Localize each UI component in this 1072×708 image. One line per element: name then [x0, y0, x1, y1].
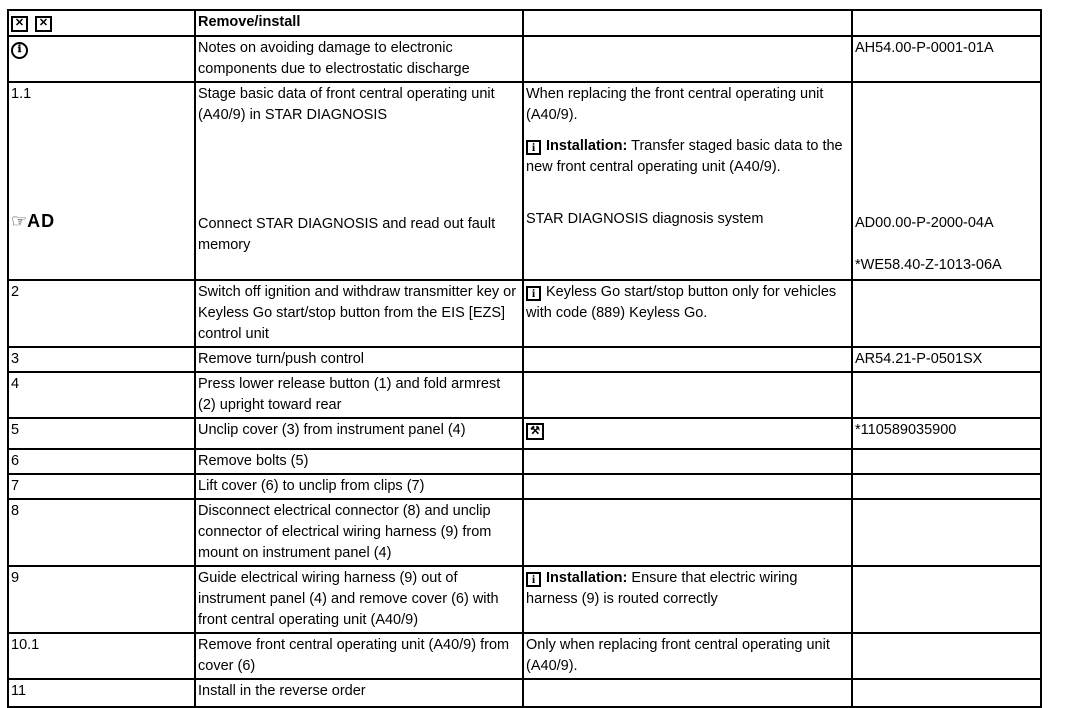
- step-number: 6: [8, 449, 195, 474]
- header-col4: [852, 10, 1041, 36]
- step-row-10-1: [8, 633, 1041, 679]
- esd-ref: AH54.00-P-0001-01A: [852, 36, 1041, 82]
- step-row-7: [8, 474, 1041, 499]
- special-tool-icon: ⚒: [526, 423, 544, 440]
- esd-row: [8, 36, 1041, 82]
- step-row-5: [8, 418, 1041, 449]
- step-number: 8: [8, 499, 195, 566]
- step-text: Press lower release button (1) and fold armrest (2) upright toward rear: [195, 372, 523, 418]
- step-number: 4: [8, 372, 195, 418]
- header-title: Remove/install: [195, 10, 523, 36]
- step-number: 11: [8, 679, 195, 707]
- step-row-4: [8, 372, 1041, 418]
- step-text: Unclip cover (3) from instrument panel (4): [195, 418, 523, 449]
- pointing-hand-icon: ☞: [11, 211, 28, 231]
- remove-icon: ✕: [11, 16, 28, 32]
- step-number: 1.1: [11, 86, 32, 102]
- step-note: Ensure that electric wiring harness (9) is routed correctly: [526, 570, 798, 607]
- step-row-3: [8, 347, 1041, 372]
- ad-text: Connect STAR DIAGNOSIS and read out fault memory: [198, 216, 496, 253]
- info-icon: i: [526, 572, 541, 587]
- ad-ref: AD00.00-P-2000-04A: [855, 215, 994, 231]
- step-row-8: [8, 499, 1041, 566]
- step-text: Remove turn/push control: [195, 347, 523, 372]
- step-row-1-1: [8, 82, 1041, 280]
- step-row-2: [8, 280, 1041, 347]
- step-ref: AR54.21-P-0501SX: [852, 347, 1041, 372]
- ad-marker: [11, 211, 192, 234]
- step-number: 2: [8, 280, 195, 347]
- step-note: Only when replacing front central operating unit (A40/9).: [523, 633, 852, 679]
- installation-text: Transfer staged basic data to the new front central operating unit (A40/9).: [526, 138, 843, 175]
- step-number: 10.1: [8, 633, 195, 679]
- install-icon: ✕: [35, 16, 52, 32]
- step-text: Guide electrical wiring harness (9) out of instrument panel (4) and remove cover (6) with front central operating unit (A40/9): [195, 566, 523, 633]
- info-icon: i: [526, 140, 541, 155]
- step-number: 5: [8, 418, 195, 449]
- step-text: Install in the reverse order: [195, 679, 523, 707]
- step-note: Keyless Go start/stop button only for vehicles with code (889) Keyless Go.: [526, 284, 837, 321]
- step-note: When replacing the front central operating unit (A40/9).: [526, 86, 824, 123]
- system-ref: *WE58.40-Z-1013-06A: [855, 257, 1002, 273]
- step-row-6: [8, 449, 1041, 474]
- installation-note: [526, 136, 849, 178]
- step-text: Switch off ignition and withdraw transmitter key or Keyless Go start/stop button from the EIS [EZS] control unit: [195, 280, 523, 347]
- header-col3: [523, 10, 852, 36]
- ad-label: AD: [27, 211, 56, 231]
- step-number: 9: [8, 566, 195, 633]
- esd-text: Notes on avoiding damage to electronic components due to electrostatic discharge: [195, 36, 523, 82]
- installation-label: Installation:: [546, 138, 628, 154]
- procedure-table: [7, 9, 1042, 708]
- header-row: [8, 10, 1041, 36]
- step-ref: *110589035900: [852, 418, 1041, 449]
- step-row-11: [8, 679, 1041, 707]
- step-text: Lift cover (6) to unclip from clips (7): [195, 474, 523, 499]
- esd-warning-icon: ℹ: [11, 42, 28, 59]
- info-icon: i: [526, 286, 541, 301]
- step-text: Stage basic data of front central operating unit (A40/9) in STAR DIAGNOSIS: [198, 86, 495, 123]
- step-text: Remove front central operating unit (A40/9) from cover (6): [195, 633, 523, 679]
- step-number: 7: [8, 474, 195, 499]
- step-number: 3: [8, 347, 195, 372]
- step-row-9: [8, 566, 1041, 633]
- header-icons: [8, 10, 195, 36]
- esd-icon-cell: [8, 36, 195, 82]
- step-text: Disconnect electrical connector (8) and unclip connector of electrical wiring harness (9) from mount on instrument panel (4): [195, 499, 523, 566]
- installation-label: Installation:: [546, 570, 628, 586]
- step-text: Remove bolts (5): [195, 449, 523, 474]
- system-text: STAR DIAGNOSIS diagnosis system: [526, 211, 764, 227]
